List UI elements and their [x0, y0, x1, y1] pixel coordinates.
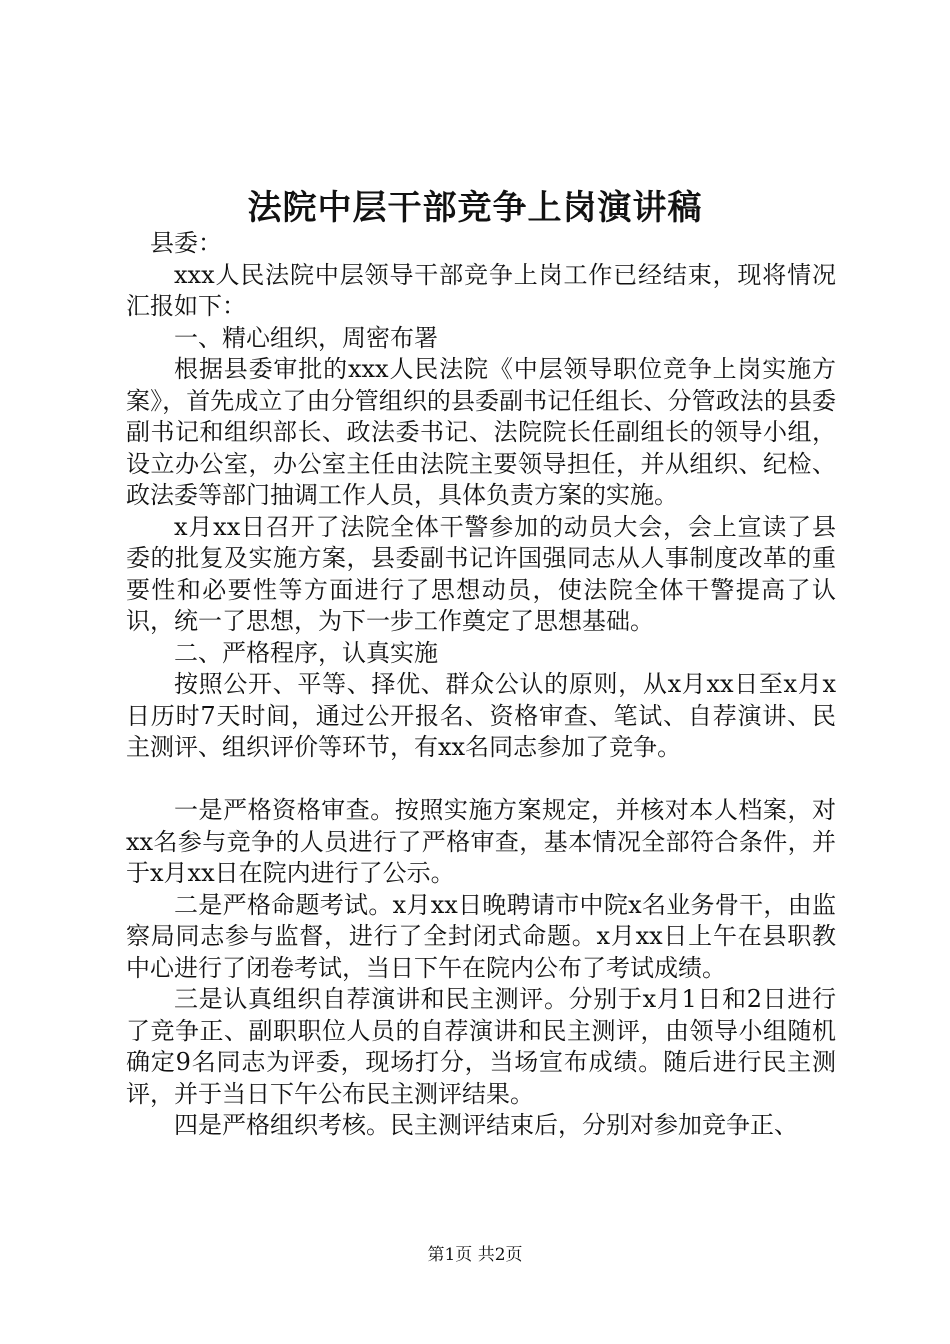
paragraph: 二是严格命题考试。x月xx日晚聘请市中院x名业务骨干，由监察局同志参与监督，进行了全封闭式命题。x月xx日上午在县职教中心进行了闭卷考试，当日下午在院内公布了考试成绩。 [126, 890, 836, 982]
document-title: 法院中层干部竞争上岗演讲稿 [247, 188, 703, 228]
paragraph: 三是认真组织自荐演讲和民主测评。分别于x月1日和2日进行了竞争正、副职职位人员的自荐演讲和民主测评，由领导小组随机确定9名同志为评委，现场打分，当场宣布成绩。随后进行民主测评，并于当日下午公布民主测评结果。 [126, 985, 836, 1108]
paragraph: x月xx日召开了法院全体干警参加的动员大会，会上宣读了县委的批复及实施方案，县委副书记许国强同志从人事制度改革的重要性和必要性等方面进行了思想动员，使法院全体干警提高了认识，统一了思想，为下一步工作奠定了思想基础。 [126, 512, 836, 635]
paragraph: 四是严格组织考核。民主测评结束后，分别对参加竞争正、 [174, 1111, 798, 1139]
paragraph: 根据县委审批的xxx人民法院《中层领导职位竞争上岗实施方案》，首先成立了由分管组织的县委副书记任组长、分管政法的县委副书记和组织部长、政法委书记、法院院长任副组长的领导小组，设立办公室，办公室主任由法院主要领导担任，并从组织、纪检、政法委等部门抽调工作人员，具体负责方案的实施。 [126, 355, 836, 509]
section-heading: 一、精心组织，周密布署 [174, 323, 438, 352]
salutation: 县委： [150, 229, 222, 257]
paragraph: 按照公开、平等、择优、群众公认的原则，从x月xx日至x月x日历时7天时间，通过公开报名、资格审查、笔试、自荐演讲、民主测评、组织评价等环节，有xx名同志参加了竞争。 [126, 670, 836, 761]
document-body [126, 228, 836, 1142]
paragraph: 一是严格资格审查。按照实施方案规定，并核对本人档案，对xx名参与竞争的人员进行了严格审查，基本情况全部符合条件，并于x月xx日在院内进行了公示。 [126, 796, 836, 887]
section-heading: 二、严格程序，认真实施 [174, 638, 438, 667]
page-number: 第1页 共2页 [427, 1245, 523, 1265]
paragraph: xxx人民法院中层领导干部竞争上岗工作已经结束，现将情况汇报如下： [126, 260, 836, 320]
